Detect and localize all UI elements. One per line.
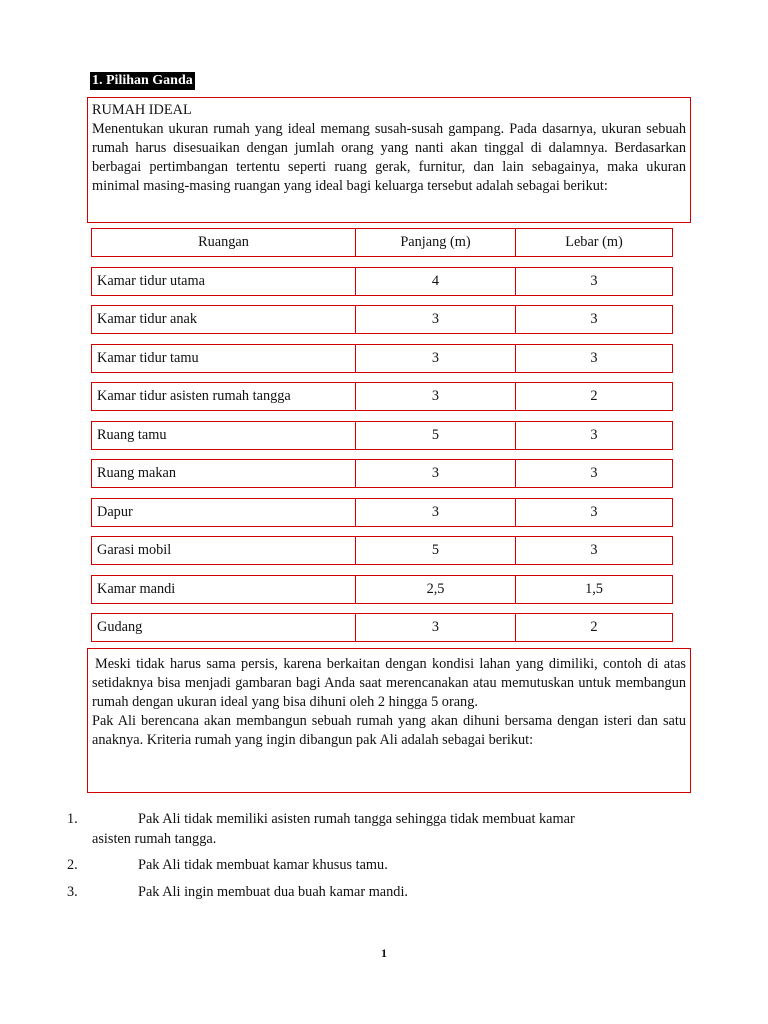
list-item-number: 2.: [67, 857, 78, 873]
section-heading: 1. Pilihan Ganda: [92, 73, 193, 88]
table-cell-length: 3: [355, 613, 516, 642]
table-cell-width: 3: [515, 498, 673, 527]
table-cell-width: 3: [515, 459, 673, 488]
table-cell-length: 4: [355, 267, 516, 296]
table-cell-width: 3: [515, 267, 673, 296]
table-cell-width: 3: [515, 536, 673, 565]
table-cell-room: Kamar mandi: [91, 575, 356, 604]
table-cell-length: 5: [355, 421, 516, 450]
list-item-number: 1.: [67, 811, 78, 827]
table-header-length: Panjang (m): [355, 228, 516, 257]
table-cell-length: 3: [355, 382, 516, 411]
list-item-text: Pak Ali tidak membuat kamar khusus tamu.: [138, 857, 388, 873]
table-cell-room: Kamar tidur asisten rumah tangga: [91, 382, 356, 411]
table-cell-length: 3: [355, 459, 516, 488]
table-cell-room: Gudang: [91, 613, 356, 642]
table-cell-room: Garasi mobil: [91, 536, 356, 565]
scenario-paragraph-2: Pak Ali berencana akan membangun sebuah rumah yang akan dihuni bersama dengan isteri dan satu anaknya. Kriteria rumah yang ingin dibangun pak Ali adalah sebagai berikut:: [92, 713, 686, 748]
list-item-number: 3.: [67, 884, 78, 900]
table-cell-room: Kamar tidur tamu: [91, 344, 356, 373]
table-cell-width: 3: [515, 344, 673, 373]
table-cell-width: 3: [515, 305, 673, 334]
intro-body: Menentukan ukuran rumah yang ideal memang susah-susah gampang. Pada dasarnya, ukuran sebuah rumah harus disesuaikan dengan jumlah orang yang nanti akan tinggal di dalamnya. Berdasarkan berbagai pertimbangan tertentu seperti ruang gerak, furnitur, dan lain sebagainya, maka ukuran minimal masing-masing ruangan yang ideal bagi keluarga tersebut adalah sebagai berikut:: [92, 121, 686, 194]
table-cell-room: Kamar tidur anak: [91, 305, 356, 334]
scenario-box: [87, 648, 691, 793]
table-cell-width: 3: [515, 421, 673, 450]
intro-box: [87, 97, 691, 223]
table-cell-width: 1,5: [515, 575, 673, 604]
table-header-room: Ruangan: [91, 228, 356, 257]
page-number: 1: [381, 946, 387, 960]
table-cell-room: Dapur: [91, 498, 356, 527]
list-item-text: Pak Ali tidak memiliki asisten rumah tangga sehingga tidak membuat kamar: [138, 811, 575, 827]
table-cell-room: Kamar tidur utama: [91, 267, 356, 296]
intro-title: RUMAH IDEAL: [92, 102, 192, 118]
table-cell-room: Ruang makan: [91, 459, 356, 488]
table-cell-width: 2: [515, 382, 673, 411]
table-header-width: Lebar (m): [515, 228, 673, 257]
table-cell-length: 3: [355, 498, 516, 527]
table-cell-width: 2: [515, 613, 673, 642]
table-cell-length: 2,5: [355, 575, 516, 604]
table-cell-room: Ruang tamu: [91, 421, 356, 450]
table-cell-length: 3: [355, 305, 516, 334]
list-item-text: asisten rumah tangga.: [92, 831, 217, 847]
scenario-paragraph-1: Meski tidak harus sama persis, karena berkaitan dengan kondisi lahan yang dimiliki, contoh di atas setidaknya bisa menjadi gambaran bagi Anda saat merencanakan atau memutuskan untuk membangun rumah dengan ukuran ideal yang bisa dihuni oleh 2 hingga 5 orang.: [92, 656, 686, 710]
table-cell-length: 5: [355, 536, 516, 565]
list-item-text: Pak Ali ingin membuat dua buah kamar mandi.: [138, 884, 409, 900]
table-cell-length: 3: [355, 344, 516, 373]
